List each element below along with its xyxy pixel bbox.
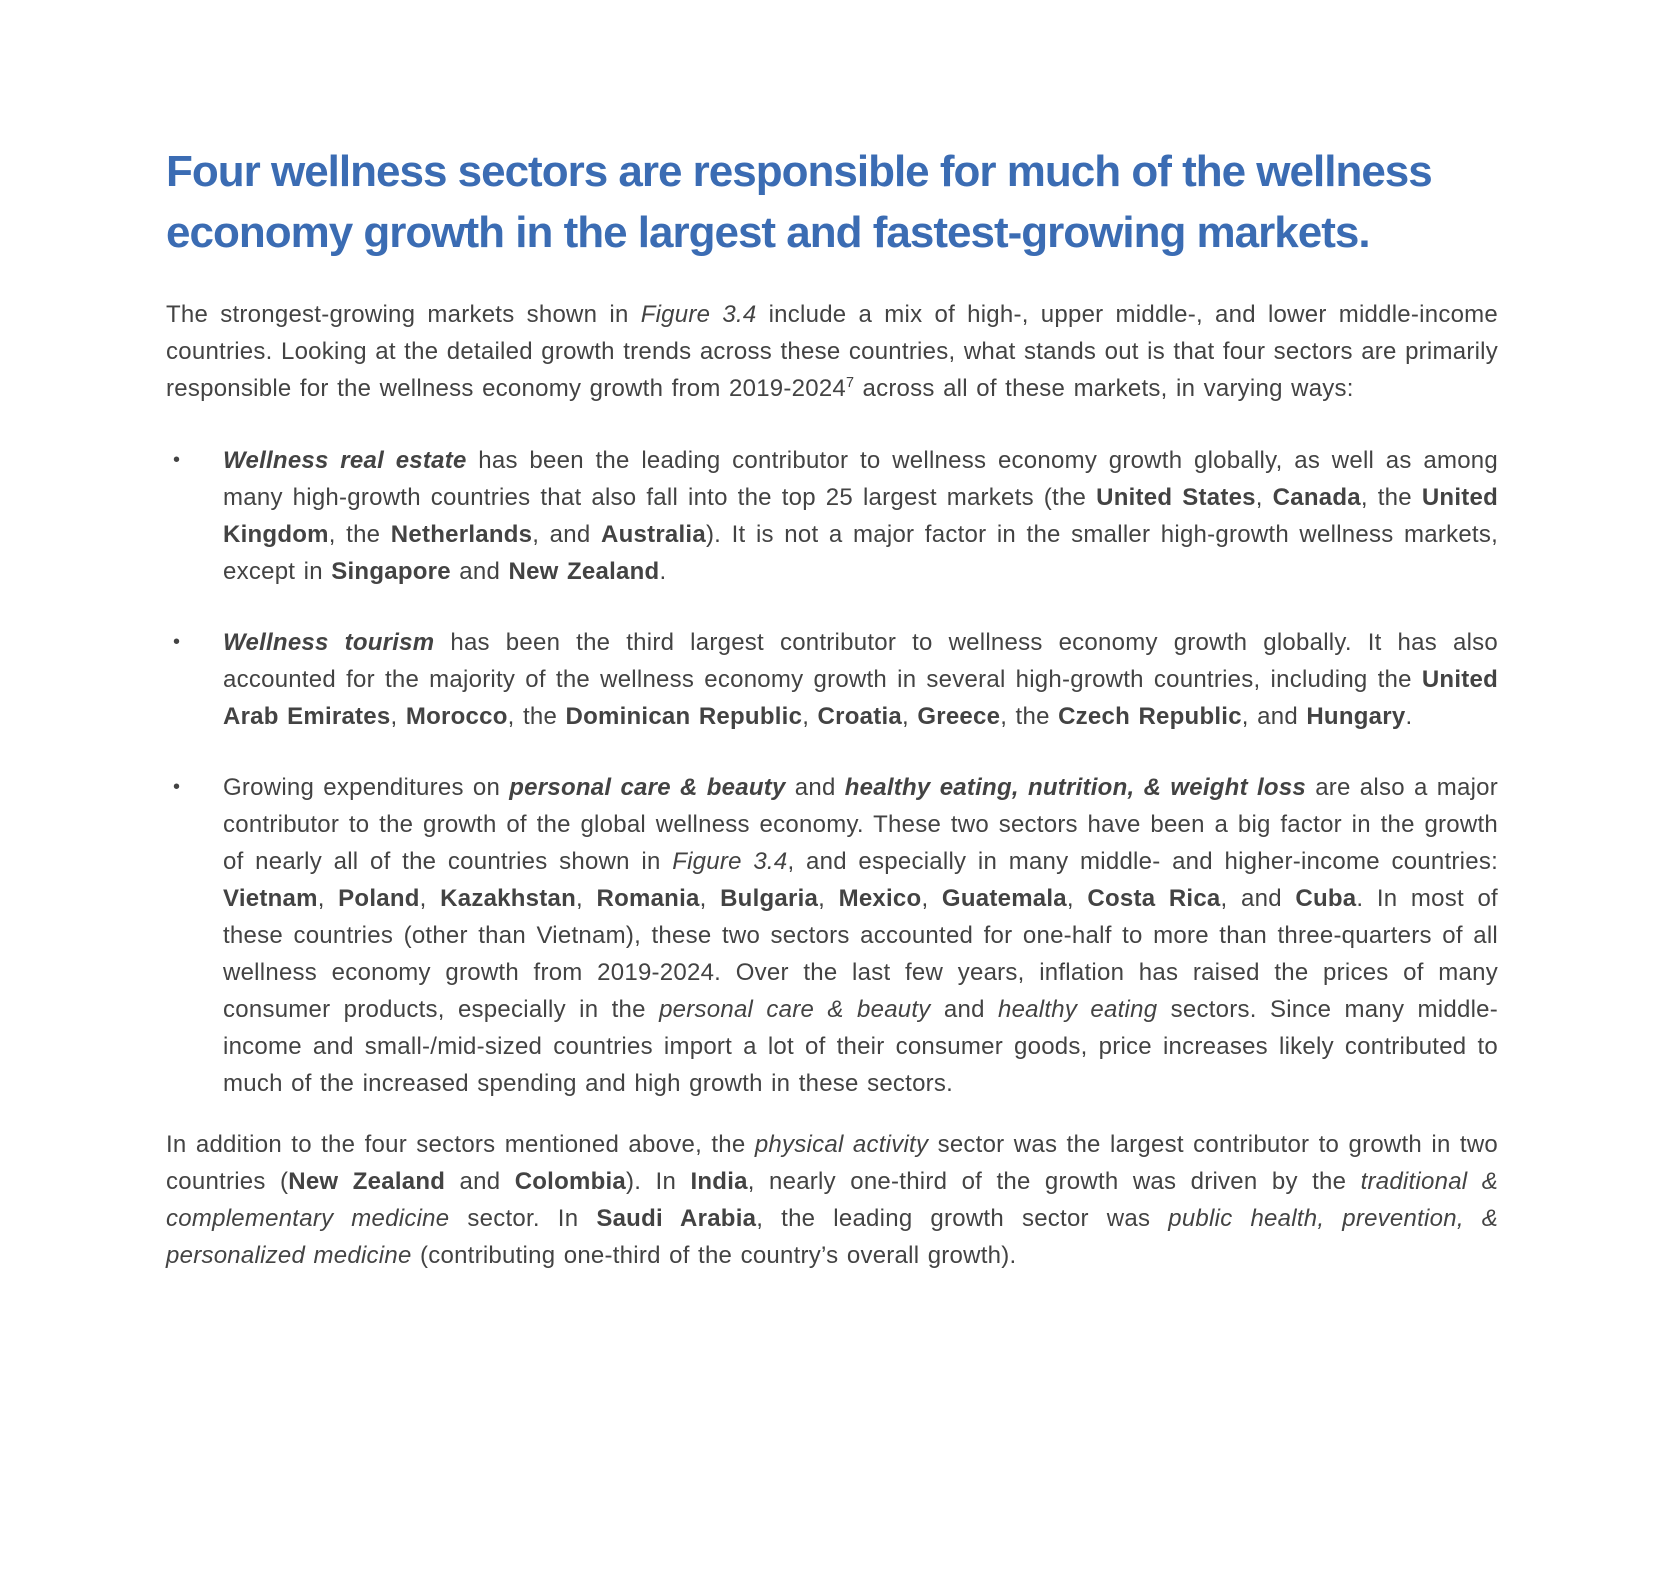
- bullet-marker: •: [173, 776, 181, 798]
- heading-line-2: economy growth in the largest and fastest-growing markets.: [166, 208, 1370, 257]
- bullet-marker: •: [173, 449, 181, 471]
- bullet-item-wellness-real-estate: [166, 442, 1498, 590]
- sector-bullet-list: [166, 442, 1498, 1102]
- bullet-item-personal-care-healthy-eating: [166, 769, 1498, 1102]
- heading-line-1: Four wellness sectors are responsible for much of the wellness: [166, 147, 1432, 196]
- intro-paragraph: The strongest-growing markets shown in Figure 3.4 include a mix of high-, upper middle-, and lower middle-income countries. Looking at the detailed growth trends across these countries, what stands out is that four sectors are primarily responsible for the wellness economy growth from 2019-2024$^7$ across all of these markets, in varying ways:: [166, 301, 1499, 402]
- bullet-text-wellness-tourism: Wellness tourism has been the third largest contributor to wellness economy growth globally. It has also accounted for the majority of the wellness economy growth in several high-growth countries, including the United Arab Emirates, Morocco, the Dominican Republic, Croatia, Greece, the Czech Republic, and Hungary.: [223, 629, 1499, 730]
- bullet-item-wellness-tourism: [166, 624, 1498, 735]
- bullet-text-wellness-real-estate: Wellness real estate has been the leading contributor to wellness economy growth globally, as well as among many high-growth countries that also fall into the top 25 largest markets (the United States, Canada, the United Kingdom, the Netherlands, and Australia). It is not a major factor in the smaller high-growth wellness markets, except in Singapore and New Zealand.: [223, 447, 1499, 585]
- bullet-text-personal-care-healthy-eating: Growing expenditures on personal care & beauty and healthy eating, nutrition, & weight loss are also a major contributor to the growth of the global wellness economy. These two sectors have been a big factor in the growth of nearly all of the countries shown in Figure 3.4, and especially in many middle- and higher-income countries: Vietnam, Poland, Kazakhstan, Romania, Bulgaria, Mexico, Guatemala, Costa Rica, and Cuba. In most of these countries (other than Vietnam), these two sectors accounted for one-half to more than three-quarters of all wellness economy growth from 2019-2024. Over the last few years, inflation has raised the prices of many consumer products, especially in the personal care & beauty and healthy eating sectors. Since many middle-income and small-/mid-sized countries import a lot of their consumer goods, price increases likely contributed to much of the increased spending and high growth in these sectors.: [223, 774, 1499, 1097]
- section-heading: [166, 141, 1498, 263]
- closing-paragraph: In addition to the four sectors mentioned above, the physical activity sector was the largest contributor to growth in two countries (New Zealand and Colombia). In India, nearly one-third of the growth was driven by the traditional & complementary medicine sector. In Saudi Arabia, the leading growth sector was public health, prevention, & personalized medicine (contributing one-third of the country’s overall growth).: [166, 1131, 1498, 1269]
- bullet-marker: •: [173, 631, 181, 653]
